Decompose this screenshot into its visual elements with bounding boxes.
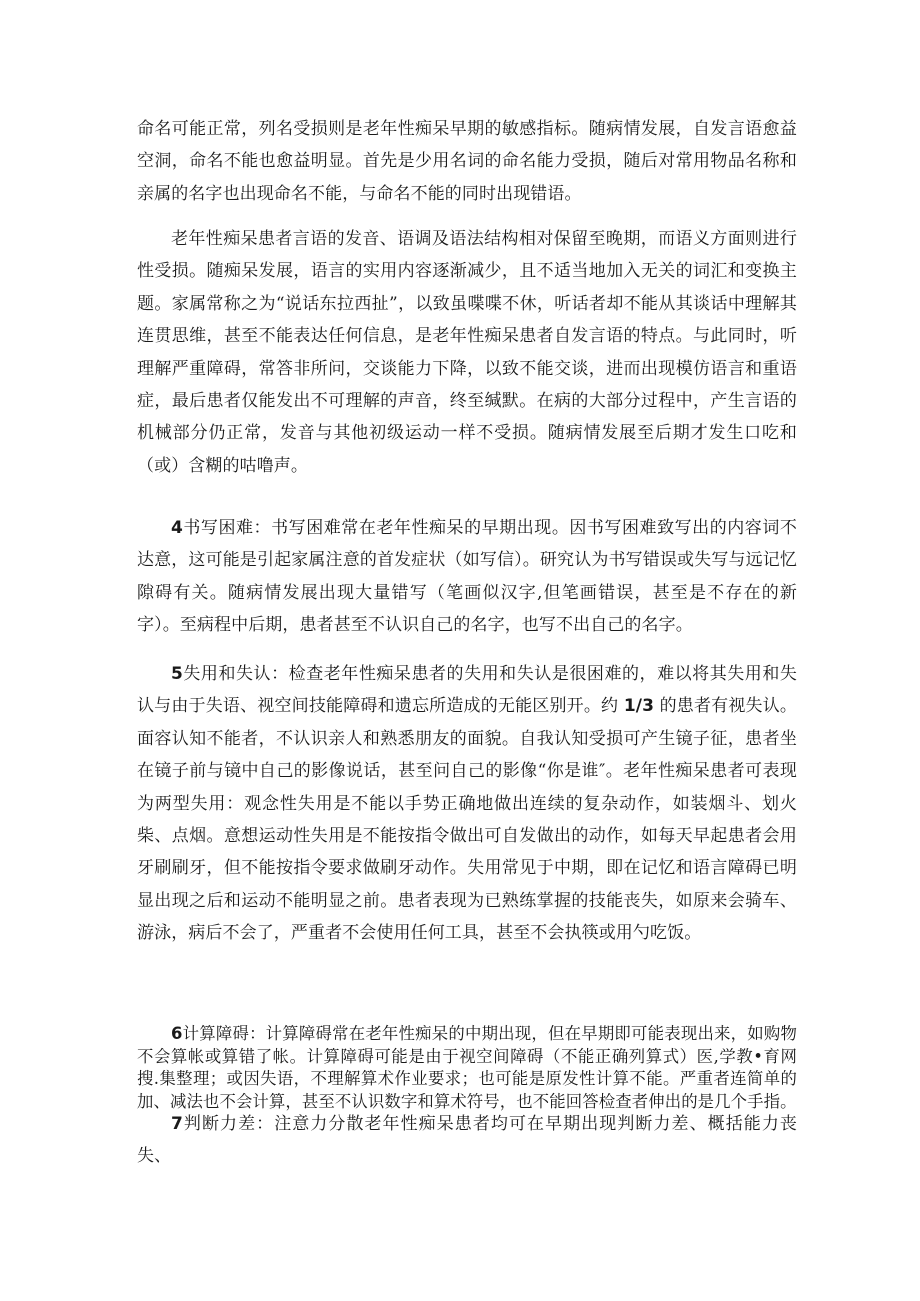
- section-number: 5: [171, 664, 183, 684]
- section-4-writing-difficulty: [137, 512, 797, 642]
- fraction-value: 1/3: [623, 696, 654, 717]
- section-7-poor-judgment: [137, 1108, 797, 1173]
- paragraph-text: 书写困难：书写困难常在老年性痴呆的早期出现。因书写困难致写出的内容词不达意，这可能是引起家属注意的首发症状（如写信）。研究认为书写错误或失写与远记忆隙碍有关。随病情发展出现大量错写（笔画似汉字,但笔画错误，甚至是不存在的新字）。至病程中后期，患者甚至不认识自己的名字，也写不出自己的名字。: [137, 518, 797, 636]
- paragraph-text: 老年性痴呆患者言语的发音、语调及语法结构相对保留至晚期，而语义方面则进行性受损。随痴呆发展，语言的实用内容逐渐减少，且不适当地加入无关的词汇和变换主题。家属常称之为“说话东拉西扯”，以致虽喋喋不休，听话者却不能从其谈话中理解其连贯思维，甚至不能表达任何信息，是老年性痴呆患者自发言语的特点。与此同时，听理解严重障碍，常答非所问，交谈能力下降，以致不能交谈，进而出现模仿语言和重语症，最后患者仅能发出不可理解的声音，终至缄默。在病的大部分过程中，产生言语的机械部分仍正常，发音与其他初级运动一样不受损。随病情发展至后期才发生口吃和（或）含糊的咕噜声。: [137, 229, 797, 476]
- paragraph-text: 失用和失认：检查老年性痴呆患者的失用和失认是很困难的，难以将其失用和失认与由于失语、视空间技能障碍和遗忘所造成的无能区别开。约: [137, 664, 797, 717]
- paragraph-text: 的患者有视失认。面容认知不能者，不认识亲人和熟悉朋友的面貌。自我认知受损可产生镜子征，患者坐在镜子前与镜中自己的影像说话，甚至问自己的影像“你是谁″。老年性痴呆患者可表现为两型失用：观念性失用是不能以手势正确地做出连续的复杂动作，如装烟斗、划火柴、点烟。意想运动性失用是不能按指令做出可自发做出的动作，如每天早起患者会用牙刷刷牙，但不能按指令要求做刷牙动作。失用常见于中期，即在记忆和语言障碍已明显出现之后和运动不能明显之前。患者表现为已熟练掌握的技能丧失，如原来会骑车、游泳，病后不会了，严重者不会使用任何工具，甚至不会执筷或用勺吃饭。: [137, 696, 797, 944]
- section-number: 6: [171, 1024, 183, 1043]
- section-number: 4: [171, 518, 183, 538]
- paragraph-naming: [137, 113, 797, 210]
- paragraph-semantic-loss: [137, 223, 797, 482]
- section-6-calculation-disorder: [137, 1023, 797, 1113]
- paragraph-text: 计算障碍：计算障碍常在老年性痴呆的中期出现，但在早期即可能表现出来，如购物不会算帐或算错了帐。计算障碍可能是由于视空间障碍（不能正确列算式）医,学教•育网搜.集整理；或因失语，不理解算术作业要求；也可能是原发性计算不能。严重者连简单的加、减法也不会计算，甚至不认识数字和算术符号，也不能回答检查者伸出的是几个手指。: [137, 1024, 797, 1111]
- paragraph-text: 判断力差：注意力分散老年性痴呆患者均可在早期出现判断力差、概括能力丧失、: [137, 1114, 797, 1167]
- section-number: 7: [171, 1114, 183, 1134]
- paragraph-text: 命名可能正常，列名受损则是老年性痴呆早期的敏感指标。随病情发展，自发言语愈益空洞，命名不能也愈益明显。首先是少用名词的命名能力受损，随后对常用物品名称和亲属的名字也出现命名不能，与命名不能的同时出现错语。: [137, 119, 797, 204]
- section-5-apraxia-agnosia: [137, 658, 797, 950]
